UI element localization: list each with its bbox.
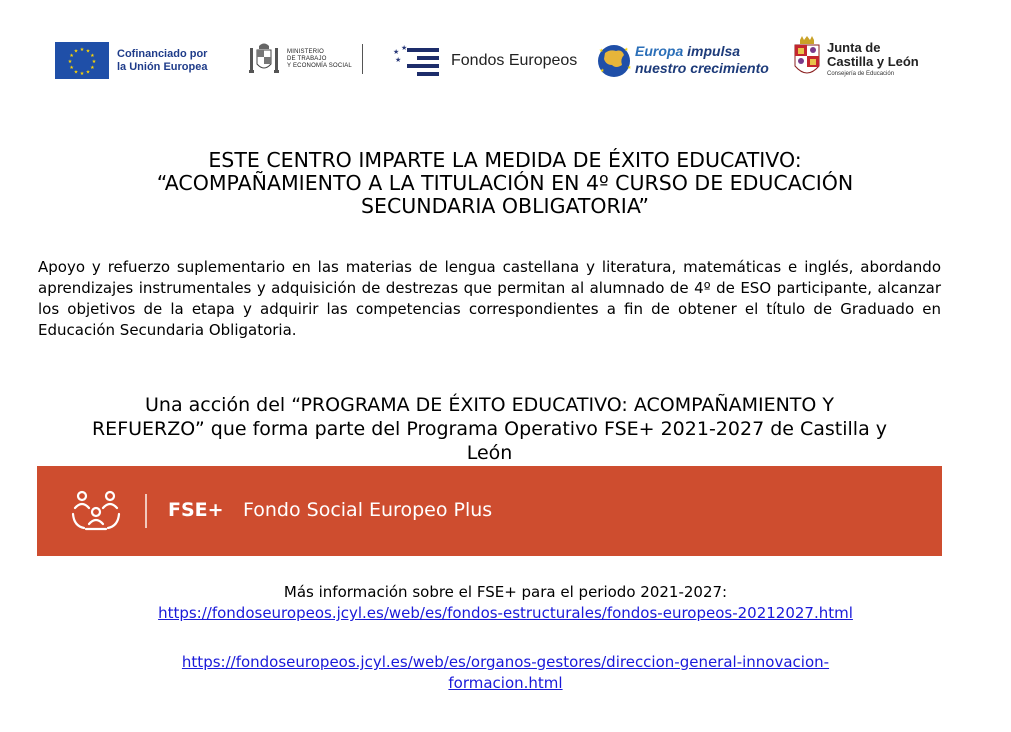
castilla-leon-shield-icon: [792, 36, 822, 82]
eu-flag-icon: [55, 42, 109, 79]
dg-innovacion-link-line2: formacion.html: [448, 674, 563, 692]
jcyl-subtitle: Consejería de Educación: [827, 71, 895, 77]
europa-impulsa-text: [635, 43, 769, 77]
ministry-line1: MINISTERIO: [287, 48, 325, 55]
junta-castilla-leon-logo: [792, 36, 919, 82]
svg-text:★: ★: [85, 69, 91, 76]
svg-text:★: ★: [90, 65, 95, 71]
svg-text:★: ★: [91, 59, 97, 65]
title-line3: SECUNDARIA OBLIGATORIA”: [361, 194, 649, 218]
ministry-divider: [362, 44, 363, 74]
svg-text:★: ★: [85, 48, 91, 55]
svg-text:★: ★: [69, 53, 74, 59]
action-line1: Una acción del “PROGRAMA DE ÉXITO EDUCATIVO: ACOMPAÑAMIENTO Y: [145, 394, 834, 416]
more-info-text: Más información sobre el FSE+ para el periodo 2021-2027:: [283, 583, 728, 601]
description-paragraph: Apoyo y refuerzo suplementario en las materias de lengua castellana y literatura, matemáticas e inglés, abordando aprendizajes instrumentales y adquisición de destrezas que permitan al alumnado de 4º de ESO participante, alcanzar los objetivos de la etapa y adquirir las competencias correspondientes a fin de obtener el título de Graduado en Educación Secundaria Obligatoria.: [38, 258, 941, 339]
svg-text:★: ★: [90, 53, 95, 59]
svg-text:★: ★: [73, 69, 79, 76]
logo-strip: [0, 36, 1011, 96]
svg-text:★: ★: [67, 59, 73, 65]
title-line2: “ACOMPAÑAMIENTO A LA TITULACIÓN EN 4º CURSO DE EDUCACIÓN: [156, 171, 854, 195]
fse-2021-2027-link[interactable]: https://fondoseuropeos.jcyl.es/web/es/fondos-estructurales/fondos-europeos-20212027.html: [158, 604, 853, 622]
jcyl-line1: Junta de: [827, 40, 881, 55]
dg-innovacion-link[interactable]: [182, 653, 829, 692]
svg-text:★: ★: [600, 68, 605, 74]
europa-impulsa-line2: nuestro crecimiento: [635, 60, 769, 76]
svg-text:★: ★: [393, 48, 400, 56]
action-line2: REFUERZO” que forma parte del Programa Operativo FSE+ 2021-2027 de Castilla y: [91, 418, 888, 440]
page-title: [40, 149, 970, 218]
dg-innovacion-link-line1: https://fondoseuropeos.jcyl.es/web/es/organos-gestores/direccion-general-innovacion-: [181, 653, 830, 671]
europa-impulsa-logo: [596, 39, 769, 81]
svg-text:★: ★: [79, 71, 85, 77]
svg-text:★: ★: [401, 44, 408, 52]
svg-text:★: ★: [79, 47, 85, 53]
fondos-europeos-icon: [393, 44, 445, 78]
eu-logo-line2: la Unión Europea: [117, 60, 208, 73]
ministry-text: [287, 49, 352, 70]
spain-crest-icon: [247, 40, 281, 78]
europe-globe-icon: [596, 39, 632, 81]
svg-text:★: ★: [624, 47, 629, 53]
fse-plus-label: FSE+: [168, 499, 224, 521]
ministry-logo: [247, 40, 363, 78]
impulsa-word: impulsa: [687, 43, 741, 59]
svg-text:★: ★: [73, 48, 79, 55]
banner-divider: [145, 494, 147, 528]
link2-row: [0, 652, 1011, 694]
jcyl-line2: Castilla y León: [827, 54, 919, 69]
europa-word: Europa: [635, 43, 684, 59]
svg-text:★: ★: [599, 48, 604, 54]
ministry-line3: Y ECONOMÍA SOCIAL: [287, 62, 352, 69]
fse-plus-banner: [37, 466, 942, 556]
people-group-icon: [70, 490, 122, 532]
eu-cofinanced-logo: [55, 42, 207, 79]
eu-logo-line1: Cofinanciado por: [117, 47, 208, 60]
ministry-line2: DE TRABAJO: [287, 55, 327, 62]
jcyl-text: [827, 41, 919, 77]
title-line1: ESTE CENTRO IMPARTE LA MEDIDA DE ÉXITO EDUCATIVO:: [208, 148, 802, 172]
link1-row: [0, 603, 1011, 624]
fondos-europeos-logo: [393, 44, 577, 78]
svg-text:★: ★: [395, 56, 402, 64]
svg-text:★: ★: [69, 65, 74, 71]
fondos-europeos-text: Fondos Europeos: [451, 52, 578, 69]
eu-logo-text: [117, 48, 207, 74]
action-line3: León: [466, 442, 513, 464]
fse-plus-fullname: Fondo Social Europeo Plus: [243, 499, 493, 521]
program-action-text: [36, 393, 943, 465]
europa-impulsa-line1: [635, 43, 769, 60]
svg-text:★: ★: [627, 65, 632, 71]
